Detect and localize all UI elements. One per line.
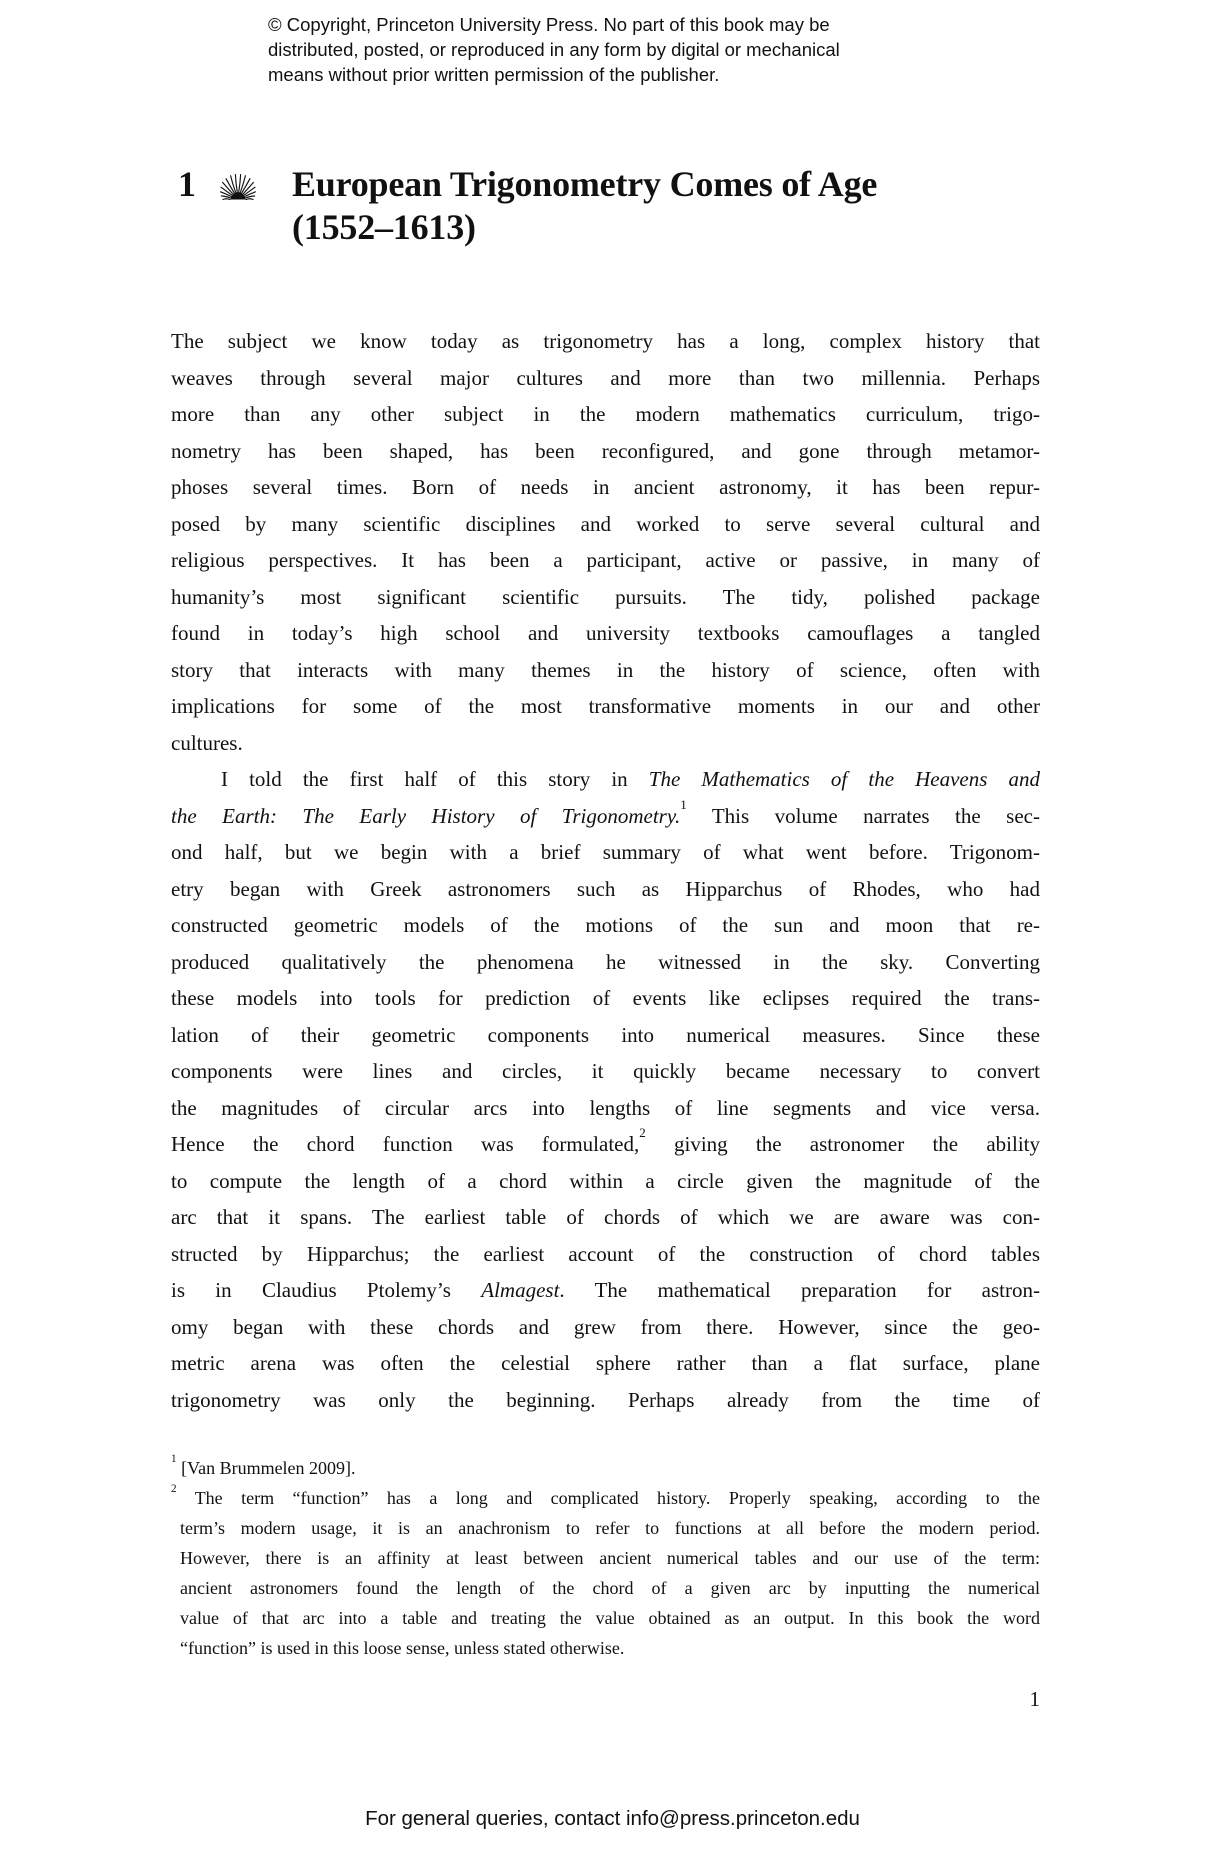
text-line: © Copyright, Princeton University Press. No part of this book may be [268,14,830,35]
text-line: ond half, but we begin with a brief summary of what went before. Trigonom- [171,840,1040,864]
text-line: humanity’s most significant scientific pursuits. The tidy, polished package [171,584,1040,609]
footer-contact: For general queries, contact info@press.princeton.edu [365,1807,860,1830]
text-line: trigonometry was only the beginning. Perhaps already from the time of [171,1387,1040,1412]
text-line: constructed geometric models of the motions of the sun and moon that re- [171,913,1040,937]
chapter-title [292,163,1052,249]
text-line: the Earth: The Early History of Trigonometry.$^1$ This volume narrates the sec- [171,797,1040,828]
text-line: ancient astronomers found the length of the chord of a given arc by inputting the numerical [180,1578,1040,1598]
footnotes [171,1453,1040,1663]
text-line: implications for some of the most transformative moments in our and other [171,694,1040,718]
text-line: religious perspectives. It has been a participant, active or passive, in many of [171,548,1040,572]
text-line: value of that arc into a table and treating the value obtained as an output. In this book the word [180,1608,1040,1628]
text-line: the magnitudes of circular arcs into lengths of line segments and vice versa. [171,1095,1040,1120]
chapter-title-line2: (1552–1613) [292,207,476,247]
paragraph-1 [171,323,1040,761]
text-line: distributed, posted, or reproduced in any form by digital or mechanical [268,39,840,60]
text-line: $^1$ [Van Brummelen 2009]. [171,1453,356,1478]
text-line: more than any other subject in the modern mathematics curriculum, trigo- [171,402,1040,426]
text-line: However, there is an affinity at least between ancient numerical tables and our use of the term: [180,1548,1040,1568]
chapter-number: 1 [178,164,196,204]
chapter-title-line1: European Trigonometry Comes of Age [292,164,878,204]
sunburst-ornament-icon [209,172,267,200]
text-line: produced qualitatively the phenomena he witnessed in the sky. Converting [171,949,1040,974]
text-line: these models into tools for prediction of events like eclipses required the trans- [171,986,1040,1010]
text-line: phoses several times. Born of needs in ancient astronomy, it has been repur- [171,475,1040,499]
text-line: cultures. [171,730,243,755]
text-line: Hence the chord function was formulated,$^2$ giving the astronomer the ability [171,1126,1040,1156]
text-line: weaves through several major cultures and more than two millennia. Perhaps [171,365,1040,390]
footnote-2 [171,1483,1040,1663]
text-line: term’s modern usage, it is an anachronism to refer to functions at all before the modern period. [180,1518,1040,1538]
text-line: lation of their geometric components into numerical measures. Since these [171,1022,1040,1047]
text-line: metric arena was often the celestial sphere rather than a flat surface, plane [171,1351,1040,1375]
text-line: nometry has been shaped, has been reconfigured, and gone through metamor- [171,438,1040,463]
text-line: The subject we know today as trigonometry has a long, complex history that [171,329,1040,353]
text-line: components were lines and circles, it quickly became necessary to convert [171,1059,1040,1083]
text-line: is in Claudius Ptolemy’s Almagest. The mathematical preparation for astron- [171,1278,1040,1302]
text-line: story that interacts with many themes in the history of science, often with [171,657,1040,682]
paragraph-2 [171,761,1040,1418]
text-line: to compute the length of a chord within a circle given the magnitude of the [171,1168,1040,1193]
page-number: 1 [1029,1687,1040,1711]
text-line: means without prior written permission of the publisher. [268,64,720,85]
text-line: $^2$ The term “function” has a long and complicated history. Properly speaking, according to the [171,1483,1040,1508]
text-line: omy began with these chords and grew from there. However, since the geo- [171,1314,1040,1339]
text-line: etry began with Greek astronomers such as Hipparchus of Rhodes, who had [171,876,1040,901]
footnote-1 [171,1453,1040,1483]
body-text [171,323,1040,1418]
text-line: I told the first half of this story in The Mathematics of the Heavens and [221,767,1040,791]
text-line: found in today’s high school and university textbooks camouflages a tangled [171,621,1040,645]
text-line: structed by Hipparchus; the earliest account of the construction of chord tables [171,1241,1040,1266]
copyright-notice [268,12,888,87]
text-line: posed by many scientific disciplines and worked to serve several cultural and [171,511,1040,536]
text-line: “function” is used in this loose sense, unless stated otherwise. [180,1638,625,1658]
text-line: arc that it spans. The earliest table of chords of which we are aware was con- [171,1205,1040,1229]
